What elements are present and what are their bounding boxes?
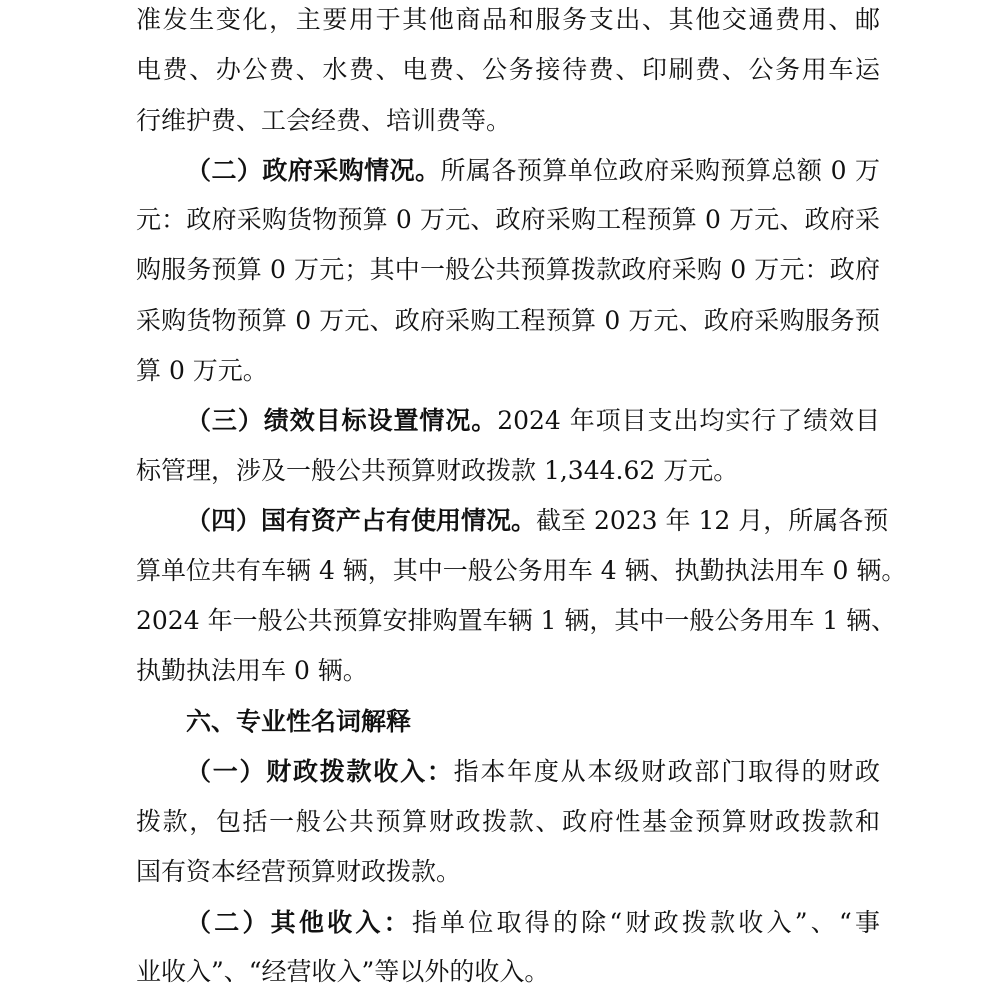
expense-line-2: 电费、办公费、水费、电费、公务接待费、印刷费、公务用车运	[136, 55, 880, 84]
term-fiscal-line-1	[186, 752, 880, 792]
performance-title: （三）绩效目标设置情况。	[186, 406, 498, 435]
procurement-line-3: 购服务预算 0 万元；其中一般公共预算拨款政府采购 0 万元：政府	[136, 255, 880, 284]
procurement-line-1	[186, 151, 880, 191]
expense-line-1: 准发生变化，主要用于其他商品和服务支出、其他交通费用、邮	[136, 5, 880, 34]
expense-line-3: 行维护费、工会经费、培训费等。	[136, 106, 512, 135]
procurement-title: （二）政府采购情况。	[186, 156, 441, 185]
assets-line-1	[186, 501, 889, 541]
procurement-line-2: 元：政府采购货物预算 0 万元、政府采购工程预算 0 万元、政府采	[136, 205, 880, 234]
performance-line-1-text: 2024 年项目支出均实行了绩效目	[497, 406, 880, 435]
term-fiscal-line-2: 拨款，包括一般公共预算财政拨款、政府性基金预算财政拨款和	[136, 807, 880, 836]
performance-line-2: 标管理，涉及一般公共预算财政拨款 1,344.62 万元。	[136, 456, 739, 485]
term-other-line-2: 业收入”、“经营收入”等以外的收入。	[136, 957, 550, 986]
assets-line-4: 执勤执法用车 0 辆。	[136, 656, 368, 685]
term-other-title: （二）其他收入：	[186, 908, 412, 937]
procurement-line-5: 算 0 万元。	[136, 356, 268, 385]
assets-line-1-text: 截至 2023 年 12 月，所属各预	[536, 506, 889, 535]
assets-title: （四）国有资产占有使用情况。	[186, 506, 537, 535]
term-fiscal-line-1-text: 指本年度从本级财政部门取得的财政	[453, 757, 880, 786]
term-other-line-1-text: 指单位取得的除“财政拨款收入”、“事	[411, 908, 880, 937]
procurement-line-4: 采购货物预算 0 万元、政府采购工程预算 0 万元、政府采购服务预	[136, 306, 880, 335]
section-six-heading: 六、专业性名词解释	[186, 707, 412, 736]
procurement-line-1-text: 所属各预算单位政府采购预算总额 0 万	[440, 156, 880, 185]
performance-line-1	[186, 401, 880, 441]
term-fiscal-title: （一）财政拨款收入：	[186, 757, 454, 786]
assets-line-2: 算单位共有车辆 4 辆，其中一般公务用车 4 辆、执勤执法用车 0 辆。	[136, 556, 907, 585]
assets-line-3: 2024 年一般公共预算安排购置车辆 1 辆，其中一般公务用车 1 辆、	[136, 606, 897, 635]
term-other-line-1	[186, 903, 880, 943]
term-fiscal-line-3: 国有资本经营预算财政拨款。	[136, 857, 462, 886]
